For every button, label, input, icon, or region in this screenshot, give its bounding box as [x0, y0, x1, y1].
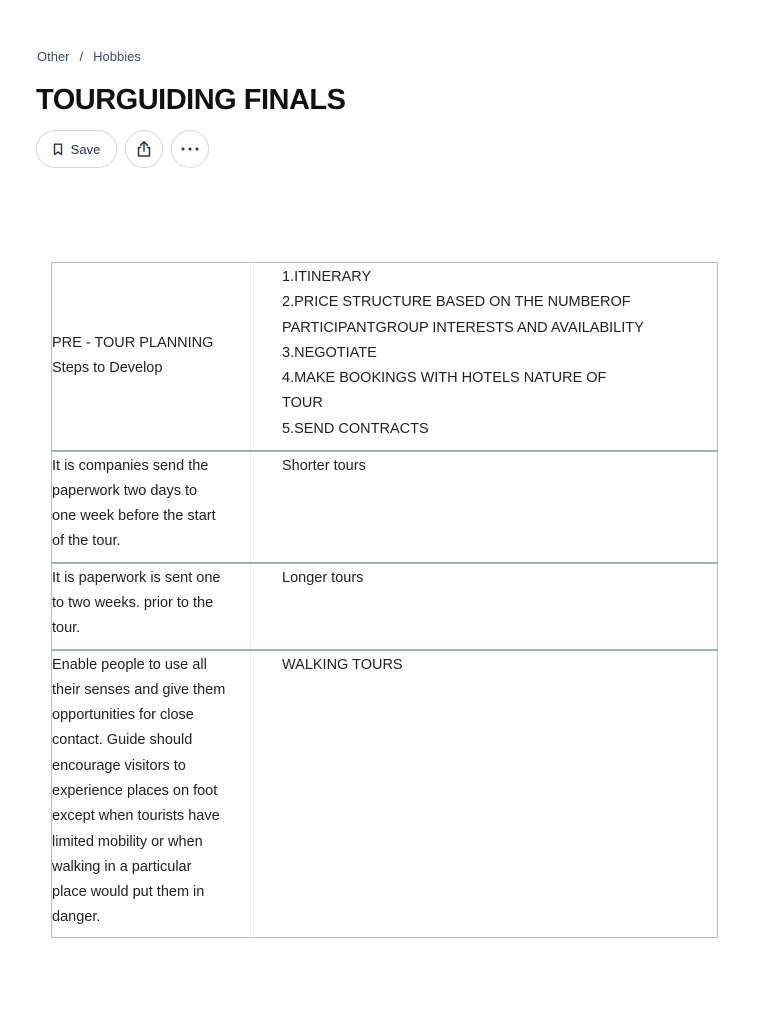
document-actions [36, 130, 209, 168]
cell-text-line: their senses and give them [52, 681, 226, 698]
share-button[interactable] [125, 130, 163, 168]
table-cell-description [52, 650, 251, 938]
cell-text-line: TOUR [282, 395, 323, 412]
cell-text-line: WALKING TOURS [282, 656, 403, 673]
cell-text-line: Steps to Develop [52, 360, 163, 377]
cell-text-line: It is paperwork is sent one [52, 569, 221, 586]
table-row [52, 263, 718, 451]
more-options-button[interactable] [171, 130, 209, 168]
cell-text-line: Enable people to use all [52, 656, 207, 673]
table-cell-term [251, 263, 718, 451]
cell-text-line: 4.MAKE BOOKINGS WITH HOTELS NATURE OF [282, 370, 607, 387]
breadcrumb [37, 47, 141, 65]
table-cell-description [52, 451, 251, 563]
cell-text-line: of the tour. [52, 533, 121, 550]
table-row [52, 650, 718, 938]
cell-text-line: Shorter tours [282, 457, 366, 474]
cell-text-line: PRE - TOUR PLANNING [52, 334, 214, 351]
save-button[interactable] [36, 130, 117, 168]
cell-text-line: danger. [52, 909, 101, 926]
bookmark-icon [53, 143, 63, 156]
cell-text-line: 5.SEND CONTRACTS [282, 420, 429, 437]
breadcrumb-link-hobbies[interactable]: Hobbies [93, 48, 141, 64]
cell-text-line: tour. [52, 620, 81, 637]
cell-text-line: to two weeks. prior to the [52, 594, 214, 611]
cell-text-line: except when tourists have [52, 808, 220, 825]
cell-text-line: opportunities for close [52, 707, 194, 724]
cell-text-line: Longer tours [282, 569, 364, 586]
table-row [52, 563, 718, 650]
breadcrumb-link-other[interactable]: Other [37, 48, 70, 64]
table-cell-term [251, 563, 718, 650]
cell-text-line: contact. Guide should [52, 732, 193, 749]
cell-text-line: experience places on foot [52, 782, 218, 799]
share-icon [136, 140, 152, 158]
table-cell-description [52, 263, 251, 451]
cell-text-line: walking in a particular [52, 858, 192, 875]
table-cell-term [251, 451, 718, 563]
cell-text-line: It is companies send the [52, 457, 209, 474]
page-title: TOURGUIDING FINALS [36, 84, 346, 116]
cell-text-line: limited mobility or when [52, 833, 203, 850]
table-cell-term [251, 650, 718, 938]
cell-text-line: 2.PRICE STRUCTURE BASED ON THE NUMBEROF [282, 294, 631, 311]
breadcrumb-separator: / [79, 48, 84, 64]
cell-text-line: one week before the start [52, 508, 216, 525]
cell-text-line: PARTICIPANTGROUP INTERESTS AND AVAILABILITY [282, 319, 644, 336]
cell-text-line: paperwork two days to [52, 482, 198, 499]
document-table [51, 262, 718, 938]
cell-text-line: encourage visitors to [52, 757, 186, 774]
cell-text-line: 3.NEGOTIATE [282, 344, 377, 361]
cell-text-line: 1.ITINERARY [282, 269, 372, 285]
save-button-label: Save [70, 141, 101, 157]
cell-text-line: place would put them in [52, 884, 205, 901]
table-cell-description [52, 563, 251, 650]
table-row [52, 451, 718, 563]
more-icon [181, 147, 199, 151]
